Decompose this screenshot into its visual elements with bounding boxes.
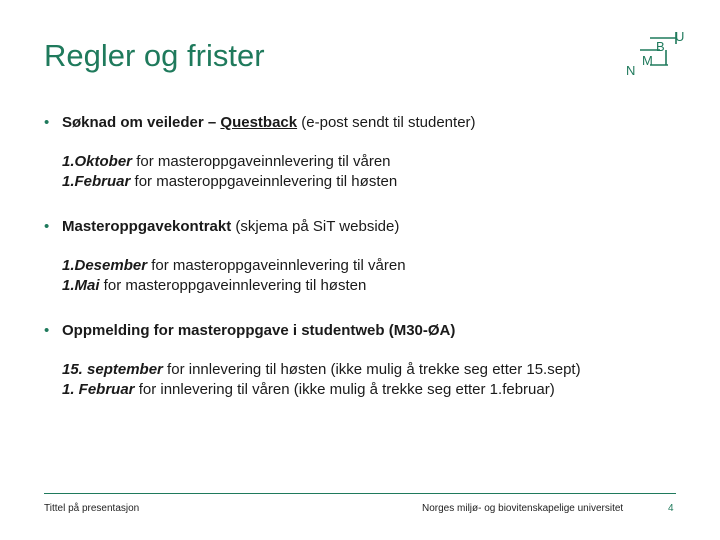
bullet-heading-rest: (e-post sendt til studenter) <box>297 114 476 131</box>
bullet-oppmelding <box>44 322 690 340</box>
slide-title: Regler og frister <box>44 38 265 73</box>
questback-link[interactable]: Questback <box>220 114 298 131</box>
logo-letter-n: N <box>626 63 636 78</box>
logo-letter-m: M <box>642 53 653 68</box>
deadline-date: 15. september <box>62 361 163 378</box>
bullet-heading: Søknad om veileder – <box>62 114 221 131</box>
deadline-list <box>44 360 690 400</box>
deadline-line <box>62 360 690 380</box>
logo-letter-b: B <box>656 39 665 54</box>
deadline-line <box>62 172 690 192</box>
deadline-text: for masteroppgaveinnlevering til våren <box>147 257 406 274</box>
bullet-dot: • <box>44 114 50 131</box>
footer-university-name: Norges miljø- og biovitenskapelige universitet <box>422 503 624 514</box>
deadline-list <box>44 152 690 192</box>
bullet-dot: • <box>44 322 50 339</box>
deadline-date: 1.Oktober <box>62 153 133 170</box>
deadline-date: 1. Februar <box>62 381 135 398</box>
deadline-date: 1.Mai <box>62 277 100 294</box>
deadline-text: for masteroppgaveinnlevering til høsten <box>99 277 367 294</box>
deadline-line <box>62 152 690 172</box>
footer-presentation-title: Tittel på presentasjon <box>44 503 140 514</box>
deadline-line <box>62 256 690 276</box>
bullet-kontrakt <box>44 218 690 236</box>
nmbu-logo <box>624 28 686 80</box>
deadline-date: 1.Februar <box>62 173 131 190</box>
deadline-text: for innlevering til høsten (ikke mulig å trekke seg etter 15.sept) <box>162 361 581 378</box>
bullet-heading: Masteroppgavekontrakt <box>62 218 232 235</box>
deadline-text: for masteroppgaveinnlevering til våren <box>132 153 391 170</box>
section-kontrakt <box>44 218 690 296</box>
bullet-heading-rest: (skjema på SiT webside) <box>231 218 400 235</box>
deadline-text: for innlevering til våren (ikke mulig å trekke seg etter 1.februar) <box>134 381 555 398</box>
bullet-dot: • <box>44 218 50 235</box>
deadline-list <box>44 256 690 296</box>
section-oppmelding <box>44 322 690 400</box>
deadline-line <box>62 276 690 296</box>
section-veileder <box>44 114 690 192</box>
footer-divider <box>44 493 676 494</box>
slide-content <box>44 114 690 426</box>
footer-page-number: 4 <box>668 503 674 514</box>
deadline-date: 1.Desember <box>62 257 148 274</box>
logo-letter-u: U <box>675 29 685 44</box>
bullet-veileder <box>44 114 690 132</box>
bullet-heading: Oppmelding for masteroppgave i studentweb (M30-ØA) <box>62 322 456 339</box>
deadline-text: for masteroppgaveinnlevering til høsten <box>130 173 398 190</box>
deadline-line <box>62 380 690 400</box>
